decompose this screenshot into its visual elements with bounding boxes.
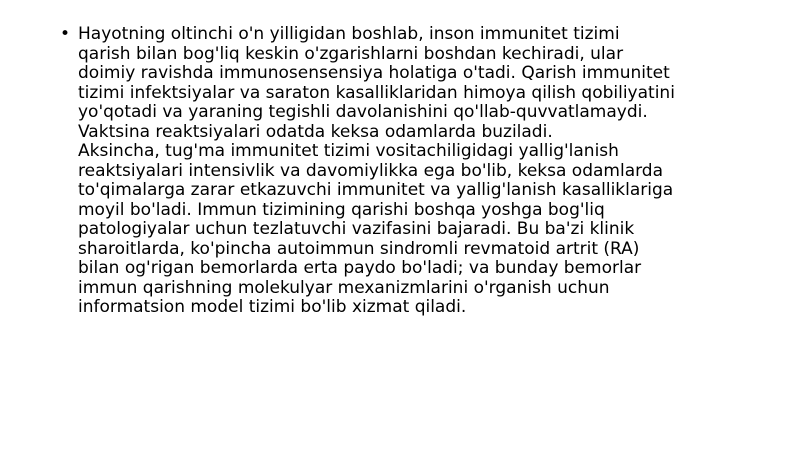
- paragraph-aging-immunity: Hayotning oltinchi o'n yilligidan boshlab, inson immunitet tizimi qarish bilan bog'liq keskin o'zgarishlarni boshdan kechiradi, ular doimiy ravishda immunosensensiya holatiga o'tadi. Qarish immunitet tizimi infektsiyalar va saraton kasalliklaridan himoya qilish qobiliyatini yo'qotadi va yaraning tegishli davolanishini qo'llab-quvvatlamaydi. Vaktsina reaktsiyalari odatda keksa odamlarda buziladi.: [78, 24, 675, 142]
- bullet-list: [60, 25, 770, 318]
- paragraph-innate-immunity: Aksincha, tug'ma immunitet tizimi vositachiligidagi yallig'lanish reaktsiyalari intensivlik va davomiylikka ega bo'lib, keksa odamlarda to'qimalarga zarar etkazuvchi immunitet va yallig'lanish kasalliklariga moyil bo'ladi. Immun tizimining qarishi boshqa yoshga bog'liq patologiyalar uchun tezlatuvchi vazifasini bajaradi. Bu ba'zi klinik sharoitlarda, ko'pincha autoimmun sindromli revmatoid artrit (RA) bilan og'rigan bemorlarda erta paydo bo'ladi; va bunday bemorlar immun qarishning molekulyar mexanizmlarini o'rganish uchun informatsion model tizimi bo'lib xizmat qiladi.: [78, 141, 674, 317]
- bullet-icon: •: [60, 24, 71, 44]
- bullet-item: [60, 25, 770, 318]
